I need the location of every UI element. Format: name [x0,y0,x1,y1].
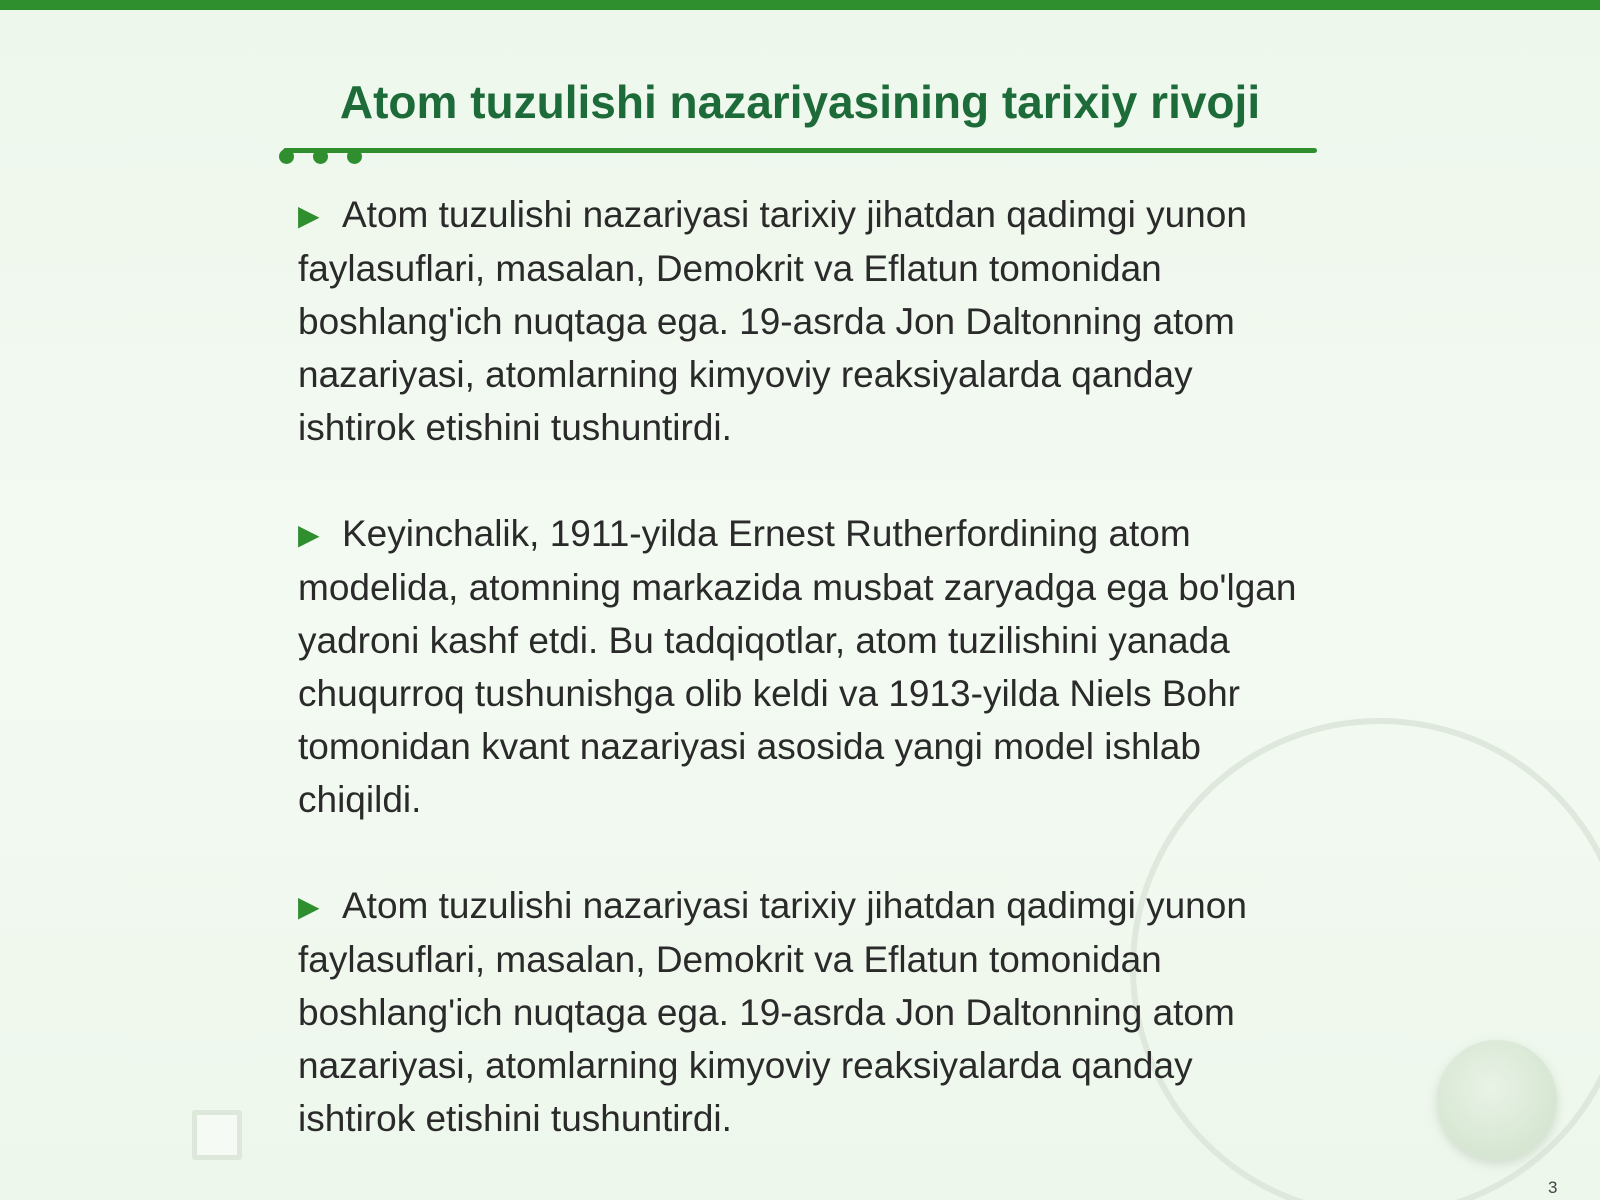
bullet-text: Atom tuzulishi nazariyasi tarixiy jihatdan qadimgi yunon faylasuflari, masalan, Demokrit va Eflatun tomonidan boshlang'ich nuqtaga ega. 19-asrda Jon Daltonning atom nazariyasi, atomlarning kimyoviy reaksiyalarda qanday ishtirok etishini tushuntirdi. [298,885,1247,1139]
bullet-paragraph [298,188,1308,454]
triangle-right-icon: ▶ [298,200,320,231]
triangle-right-icon: ▶ [298,519,320,550]
decorative-dot [347,149,362,164]
decorative-circle [1437,1040,1557,1160]
title-underline [283,148,1317,153]
decorative-square [192,1110,242,1160]
slide-title: Atom tuzulishi nazariyasining tarixiy rivoji [339,76,1261,128]
bullet-paragraph [298,879,1308,1145]
page-number: 3 [1548,1178,1558,1197]
top-accent-bar [0,0,1600,10]
decorative-dot [279,149,294,164]
bullet-text: Atom tuzulishi nazariyasi tarixiy jihatdan qadimgi yunon faylasuflari, masalan, Demokrit va Eflatun tomonidan boshlang'ich nuqtaga ega. 19-asrda Jon Daltonning atom nazariyasi, atomlarning kimyoviy reaksiyalarda qanday ishtirok etishini tushuntirdi. [298,194,1247,448]
triangle-right-icon: ▶ [298,891,320,922]
slide-content [298,188,1308,1198]
bullet-text: Keyinchalik, 1911-yilda Ernest Rutherfordining atom modelida, atomning markazida musbat zaryadga ega bo'lgan yadroni kashf etdi. Bu tadqiqotlar, atom tuzilishini yanada chuqurroq tushunishga olib keldi va 1913-yilda Niels Bohr tomonidan kvant nazariyasi asosida yangi model ishlab chiqildi. [298,513,1297,820]
bullet-paragraph [298,507,1308,826]
decorative-dot [313,149,328,164]
